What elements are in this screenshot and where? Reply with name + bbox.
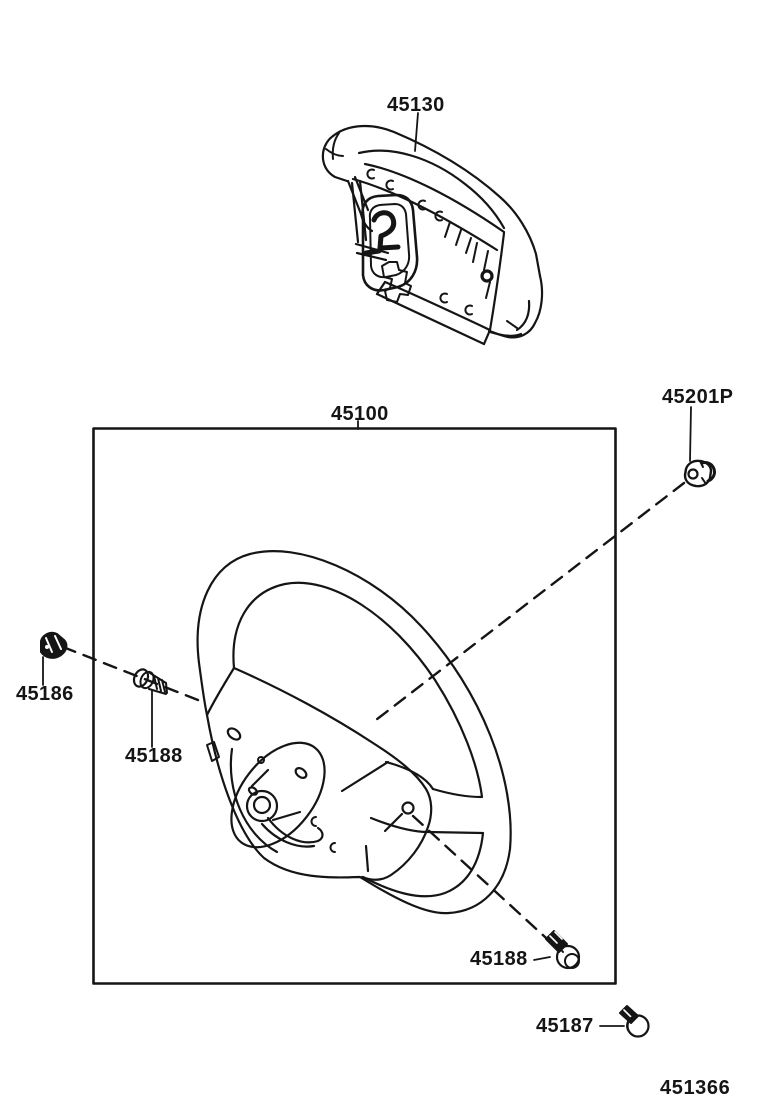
assembly-box — [94, 429, 616, 984]
callout-clip: 45186 — [16, 683, 74, 705]
hub-screw-hole — [403, 803, 414, 814]
callout-wheel: 45100 — [331, 403, 389, 425]
steering-wheel-art — [198, 551, 511, 913]
callout-nut: 45201P — [662, 386, 734, 408]
figure-number: 451366 — [660, 1077, 731, 1099]
solid-leaders — [43, 403, 691, 1026]
callout-screw-small: 45187 — [536, 1015, 594, 1037]
dashed-leaders — [63, 483, 684, 948]
clip-art — [41, 633, 66, 658]
callout-pad: 45130 — [387, 94, 445, 116]
horn-pad-art — [323, 113, 542, 344]
pad-bolt-icon — [482, 271, 492, 281]
screw-small-art — [620, 1006, 649, 1037]
callout-screw-upper: 45188 — [125, 745, 183, 767]
callout-screw-lower: 45188 — [470, 948, 528, 970]
screw-lower-art — [546, 931, 579, 968]
nut-art — [685, 461, 714, 486]
